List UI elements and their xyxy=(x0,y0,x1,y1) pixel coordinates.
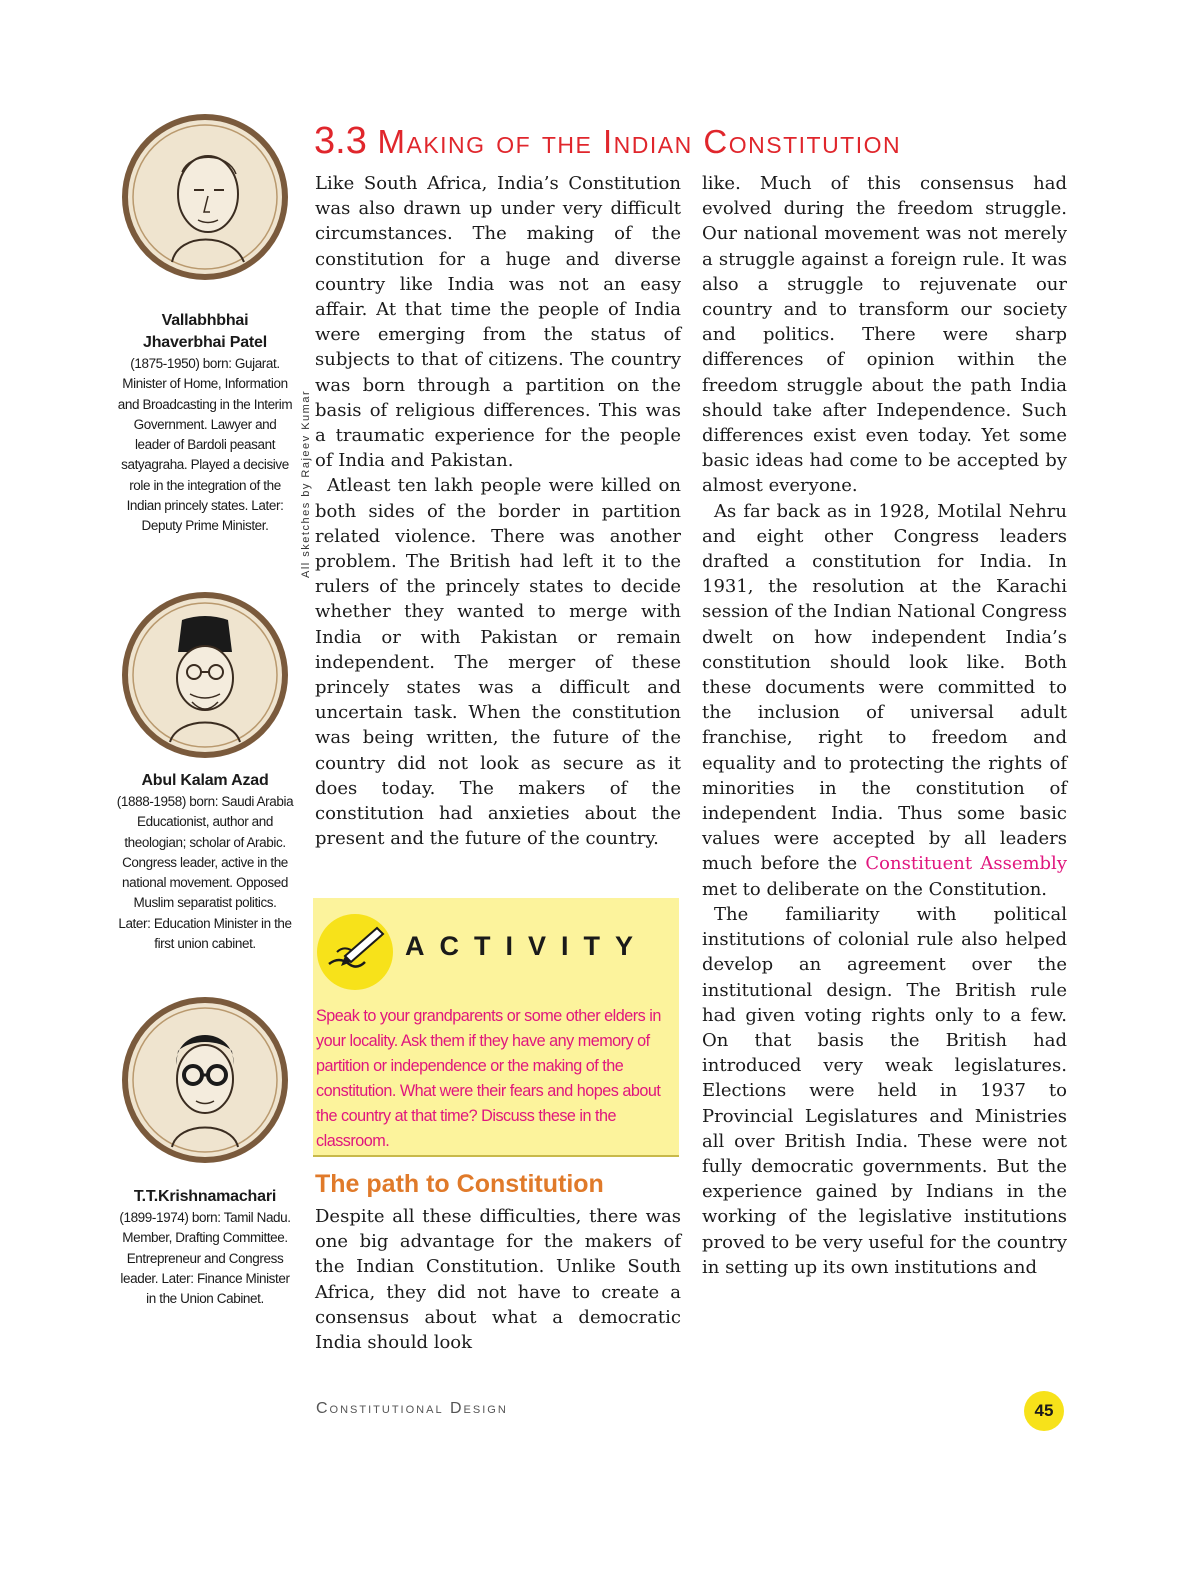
section-title-text: Making of the Indian Constitution xyxy=(377,123,902,160)
paragraph: Atleast ten lakh people were killed on both sides of the border in partition related violence. There was another problem. The British had left it to the rulers of the princely states to decide whether they wanted to merge with India or with Pakistan or remain independent. The merger of these princely states was a difficult and uncertain task. When the constitution was being written, the future of the country did not look as secure as it does today. The makers of the constitution had anxieties about the present and the future of the country. xyxy=(315,475,681,850)
page-number: 45 xyxy=(1024,1391,1064,1431)
glossary-term: Constituent Assembly xyxy=(865,853,1067,875)
person-name: Vallabhbhai xyxy=(161,312,249,329)
chapter-footer: Constitutional Design xyxy=(316,1400,508,1417)
paragraph-text: met to deliberate on the Constitution. xyxy=(702,878,1048,900)
activity-text: Speak to your grandparents or some other elders in your locality. Ask them if they have any memory of partition or independence or the making of the constitution. What were their fears and hopes about the country at that time? Discuss these in the classroom. xyxy=(316,1007,661,1150)
paragraph xyxy=(702,499,1067,902)
column-1-continued xyxy=(315,1204,681,1355)
column-1 xyxy=(315,171,681,851)
person-bio: (1899-1974) born: Tamil Nadu. Member, Drafting Committee. Entrepreneur and Congress leader. Later: Finance Minister in the Union Cabinet. xyxy=(119,1210,291,1307)
paragraph: Like South Africa, India’s Constitution was also drawn up under very difficult circumstances. The making of the constitution for a huge and diverse country like India was not an easy affair. At that time the people of India were emerging from the status of subjects to that of citizens. The country was born through a partition on the basis of religious differences. This was a traumatic experience for the people of India and Pakistan. xyxy=(315,173,681,472)
column-2 xyxy=(702,171,1067,1280)
portrait-patel-icon xyxy=(120,112,290,282)
subheading: The path to Constitution xyxy=(315,1170,604,1198)
pen-writing-icon xyxy=(315,912,395,992)
person-name: Abul Kalam Azad xyxy=(141,772,269,789)
person-bio: (1875-1950) born: Gujarat. Minister of Home, Information and Broadcasting in the Interim Government. Lawyer and leader of Bardoli peasant satyagraha. Played a decisive role in the integration of the Indian princely states. Later: Deputy Prime Minister. xyxy=(117,356,293,534)
bio-krishnamachari xyxy=(116,1186,294,1309)
sketch-credit: All sketches by Rajeev Kumar xyxy=(300,389,312,578)
portrait-krishnamachari-icon xyxy=(120,995,290,1165)
bio-patel xyxy=(116,310,294,537)
activity-box xyxy=(313,898,679,1157)
portrait-azad-icon xyxy=(120,590,290,760)
bio-azad xyxy=(116,770,294,954)
section-title xyxy=(314,120,1054,163)
activity-title: ACTIVITY xyxy=(405,931,649,961)
person-bio: (1888-1958) born: Saudi Arabia Educationist, author and theologian; scholar of Arabic. Congress leader, active in the national movement. Opposed Muslim separatist politics. Later: Education Minister in the first union cabinet. xyxy=(116,794,294,952)
section-number: 3.3 xyxy=(314,120,367,162)
paragraph: The familiarity with political institutions of colonial rule also helped develop an agreement over the institutional design. The British rule had given voting rights only to a few. On that basis the British had introduced very weak legislatures. Elections were held in 1937 to Provincial Legislatures and Ministries all over British India. These were not fully democratic governments. But the experience gained by Indians in the working of the legislative institutions proved to be very useful for the country in setting up its own institutions and xyxy=(702,903,1067,1278)
paragraph: Despite all these difficulties, there was one big advantage for the makers of the Indian Constitution. Unlike South Africa, they did not have to create a consensus about what a democratic India should look xyxy=(315,1206,681,1354)
paragraph: like. Much of this consensus had evolved during the freedom struggle. Our national movement was not merely a struggle against a foreign rule. It was also a struggle to rejuvenate our country and to transform our society and politics. There were sharp differences of opinion within the freedom struggle about the path India should take after Independence. Such differences exist even today. Yet some basic ideas had come to be accepted by almost everyone. xyxy=(702,173,1067,497)
paragraph-text: As far back as in 1928, Motilal Nehru and eight other Congress leaders drafted a constitution for India. In 1931, the resolution at the Karachi session of the Indian National Congress dwelt on how independent India’s constitution should look like. Both these documents were committed to the inclusion of universal adult franchise, right to freedom and equality and to protecting the rights of minorities in the constitution of independent India. Thus some basic values were accepted by all leaders much before the xyxy=(702,500,1067,875)
person-name: T.T.Krishnamachari xyxy=(133,1188,277,1205)
person-name: Jhaverbhai Patel xyxy=(143,334,267,351)
